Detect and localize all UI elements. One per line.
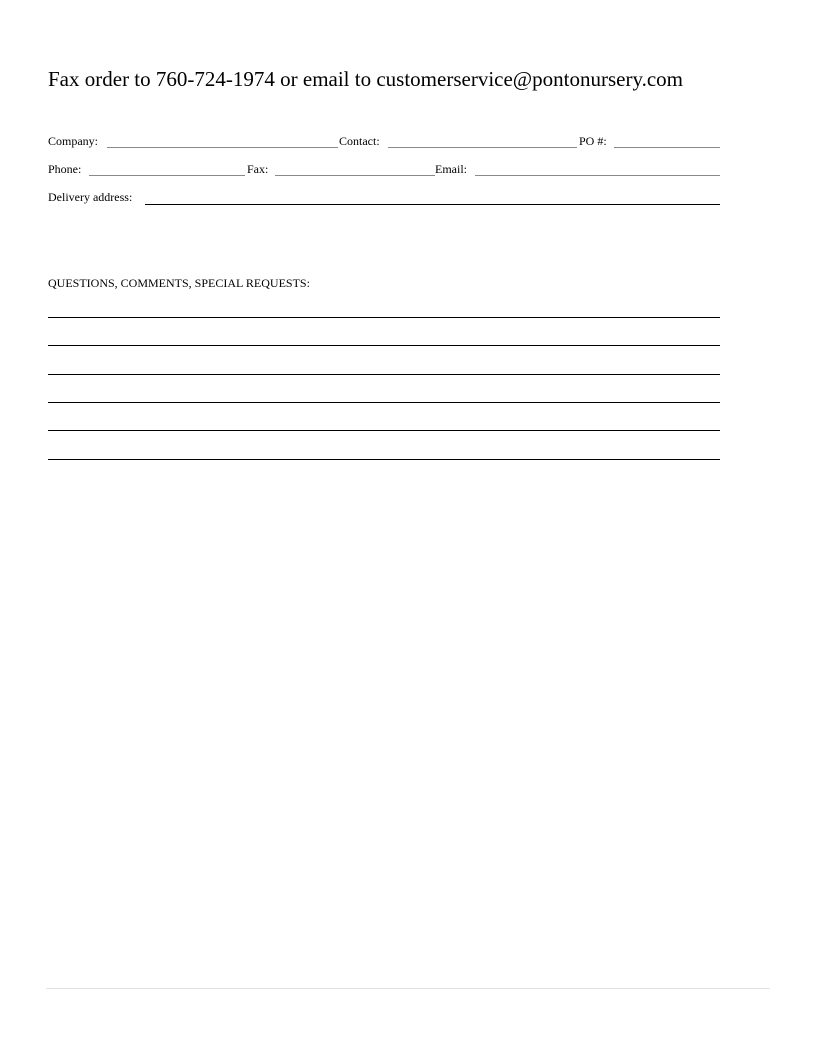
comment-line[interactable] [48, 430, 720, 431]
comments-section-title: QUESTIONS, COMMENTS, SPECIAL REQUESTS: [48, 276, 310, 290]
company-contact-po-row [48, 134, 720, 154]
po-number-field[interactable] [614, 147, 720, 148]
phone-fax-email-row [48, 162, 720, 182]
page-footer-divider [46, 988, 770, 989]
fax-label: Fax: [247, 162, 269, 176]
fax-email-instructions: Fax order to 760-724-1974 or email to customerservice@pontonursery.com [48, 67, 683, 91]
phone-label: Phone: [48, 162, 82, 176]
comment-line[interactable] [48, 345, 720, 346]
email-label: Email: [435, 162, 467, 176]
contact-label: Contact: [339, 134, 380, 148]
comment-line[interactable] [48, 317, 720, 318]
fax-field[interactable] [275, 175, 435, 176]
comment-line[interactable] [48, 402, 720, 403]
delivery-address-field[interactable] [145, 204, 720, 205]
po-number-label: PO #: [579, 134, 607, 148]
delivery-address-label: Delivery address: [48, 190, 133, 204]
contact-field[interactable] [388, 147, 577, 148]
phone-field[interactable] [89, 175, 245, 176]
comment-line[interactable] [48, 374, 720, 375]
company-field[interactable] [107, 147, 338, 148]
company-label: Company: [48, 134, 98, 148]
email-field[interactable] [475, 175, 720, 176]
delivery-address-row [48, 190, 720, 210]
comment-line[interactable] [48, 459, 720, 460]
